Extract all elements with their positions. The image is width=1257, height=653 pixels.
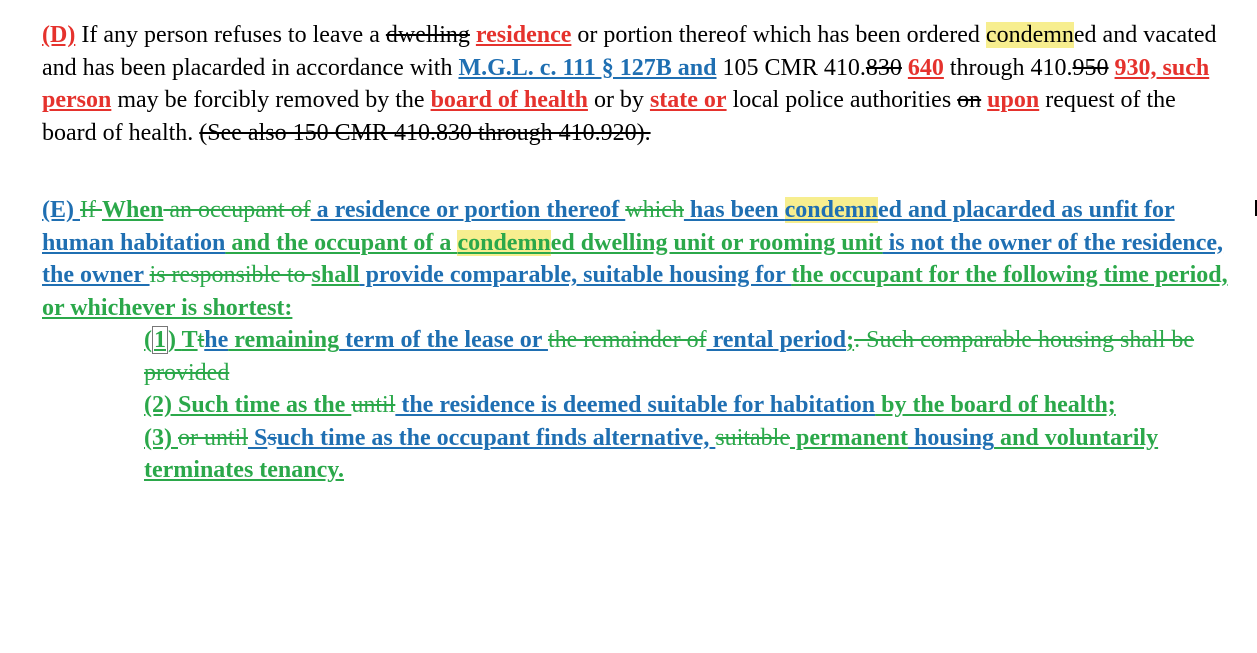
inserted-text: uch time as the occupant finds alternative, — [276, 424, 716, 451]
inserted-text: shall — [311, 262, 360, 288]
inserted-text: ed dwelling unit or rooming unit — [550, 229, 883, 256]
inserted-text: provide comparable, suitable housing for — [359, 262, 792, 288]
item-number-close: ) — [168, 327, 182, 353]
text: request of the board of health. — [42, 87, 1176, 146]
section-label-e: (E) — [42, 197, 80, 223]
deleted-text: t — [197, 327, 205, 353]
inserted-text: residence — [475, 22, 572, 48]
section-label-d: (D) — [42, 22, 76, 48]
inserted-text: he — [204, 327, 229, 353]
highlighted-text: condemn — [784, 197, 878, 223]
list-item-2[interactable] — [144, 389, 1232, 422]
deleted-text: on — [957, 87, 982, 113]
deleted-text: (See also 150 CMR 410.830 through 410.920). — [199, 119, 651, 146]
deleted-text: 830 — [865, 54, 902, 81]
inserted-text: 930, such person — [42, 54, 1210, 113]
inserted-text: upon — [987, 87, 1040, 113]
deleted-text: suitable — [715, 424, 790, 451]
inserted-text: term of the lease or — [339, 327, 548, 353]
highlighted-text: condemn — [985, 22, 1074, 48]
highlighted-text: condemn — [457, 229, 551, 256]
deleted-text: is responsible to — [149, 262, 312, 288]
inserted-text: has been — [683, 197, 785, 223]
text: If any person refuses to leave a — [75, 22, 386, 48]
text: through 410. — [943, 54, 1073, 81]
inserted-text: by the board of health; — [875, 392, 1116, 418]
statute-link[interactable]: M.G.L. c. 111 § 127B and — [458, 54, 717, 81]
inserted-text: permanent — [790, 424, 908, 451]
text: local police authorities — [726, 87, 958, 113]
inserted-text: board of health — [430, 87, 588, 113]
inserted-text: and voluntarily terminates tenancy. — [144, 424, 1159, 483]
paragraph-e[interactable] — [42, 194, 1232, 324]
text: ed and vacated and has been placarded in accordance with — [42, 22, 1217, 81]
deleted-text: dwelling — [385, 22, 470, 48]
item-number[interactable]: 1 — [154, 327, 166, 353]
inserted-text: S — [247, 424, 268, 451]
item-number-open: ( — [144, 327, 152, 353]
inserted-text: 640 — [907, 54, 944, 81]
text: or by — [587, 87, 650, 113]
text: 105 CMR 410. — [716, 54, 866, 81]
deleted-text: s — [267, 424, 277, 451]
inserted-text: state or — [649, 87, 727, 113]
inserted-text: and the occupant of a — [225, 229, 458, 256]
paragraph-spacer — [42, 149, 1232, 194]
deleted-text: If — [80, 197, 102, 223]
list-item-1[interactable] — [144, 324, 1232, 389]
inserted-text: housing — [907, 424, 995, 451]
inserted-text: T — [181, 327, 198, 353]
inserted-text: When — [101, 197, 164, 223]
inserted-text: rental period — [706, 327, 847, 353]
inserted-text: the residence is deemed suitable for habitation — [395, 392, 876, 418]
inserted-text: the occupant for the following time period, or whichever is shortest: — [42, 262, 1228, 321]
inserted-text: ed and placarded as unfit for human habitation — [42, 197, 1175, 256]
text: or portion thereof which has been ordered — [571, 22, 986, 48]
list-item-3[interactable] — [144, 422, 1232, 487]
inserted-text: is not the owner of the residence, the owner — [42, 229, 1224, 288]
deleted-text: 950 — [1072, 54, 1109, 81]
document-body[interactable] — [42, 19, 1232, 487]
inserted-text: a residence or portion thereof — [310, 197, 626, 223]
inserted-text: ; — [846, 327, 855, 353]
text: may be forcibly removed by the — [111, 87, 431, 113]
deleted-text: until — [351, 392, 396, 418]
deleted-text: . Such comparable housing shall be provided — [144, 327, 1195, 386]
deleted-text: which — [625, 197, 684, 223]
inserted-text: (2) Such time as the — [144, 392, 352, 418]
inserted-text: remaining — [228, 327, 340, 353]
deleted-text: the remainder of — [547, 327, 707, 353]
deleted-text: an occupant of — [163, 197, 311, 223]
inserted-text: (3) — [144, 424, 178, 451]
paragraph-d[interactable] — [42, 19, 1232, 149]
deleted-text: or until — [177, 424, 248, 451]
